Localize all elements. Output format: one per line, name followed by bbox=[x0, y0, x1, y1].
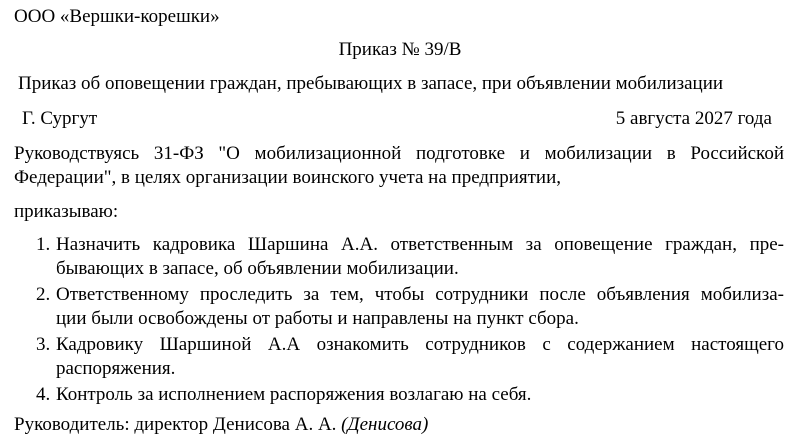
item-line: Назначить кадровика Шаршина А.А. ответственным за оповещение граждан, пре- bbox=[56, 234, 784, 255]
list-item bbox=[36, 383, 784, 407]
item-line: Кадровику Шаршиной А.А ознакомить сотрудников с содержанием настоящего bbox=[56, 334, 784, 355]
item-text bbox=[56, 283, 784, 331]
item-line: ции были освобождены от работы и направлены на пункт сбора. bbox=[56, 308, 579, 329]
item-number: 3. bbox=[36, 334, 51, 355]
item-line: Ответственному проследить за тем, чтобы сотрудники после объявления мобилиза- bbox=[56, 284, 784, 305]
signature-handwritten: (Денисова) bbox=[341, 414, 429, 435]
basis-paragraph bbox=[14, 142, 784, 190]
order-items-list bbox=[36, 233, 784, 409]
order-title: Приказ № 39/В bbox=[338, 39, 462, 60]
item-number: 1. bbox=[36, 234, 51, 255]
order-word: приказываю: bbox=[14, 201, 119, 222]
signature-label: Руководитель: директор Денисова А. А. bbox=[14, 414, 337, 435]
item-line: Контроль за исполнением распоряжения возлагаю на себя. bbox=[56, 384, 532, 405]
item-number: 4. bbox=[36, 384, 51, 405]
signature-line bbox=[14, 413, 428, 437]
list-item bbox=[36, 233, 784, 281]
basis-line: Федерации", в целях организации воинского учета на предприятии, bbox=[14, 167, 562, 188]
order-subject: Приказ об оповещении граждан, пребывающих в запасе, при объявлении мобилизации bbox=[18, 73, 724, 94]
item-line: бывающих в запасе, об объявлении мобилизации. bbox=[56, 258, 459, 279]
basis-line: Руководствуясь 31-ФЗ "О мобилизационной подготовке и мобилизации в Российской bbox=[14, 143, 784, 164]
item-text bbox=[56, 233, 784, 281]
item-text bbox=[56, 333, 784, 381]
list-item bbox=[36, 283, 784, 331]
list-item bbox=[36, 333, 784, 381]
item-text bbox=[56, 383, 784, 407]
city: Г. Сургут bbox=[22, 108, 98, 129]
organization-name: ООО «Вершки-корешки» bbox=[14, 6, 220, 27]
order-date: 5 августа 2027 года bbox=[615, 108, 772, 129]
item-line: распоряжения. bbox=[56, 358, 176, 379]
item-number: 2. bbox=[36, 284, 51, 305]
